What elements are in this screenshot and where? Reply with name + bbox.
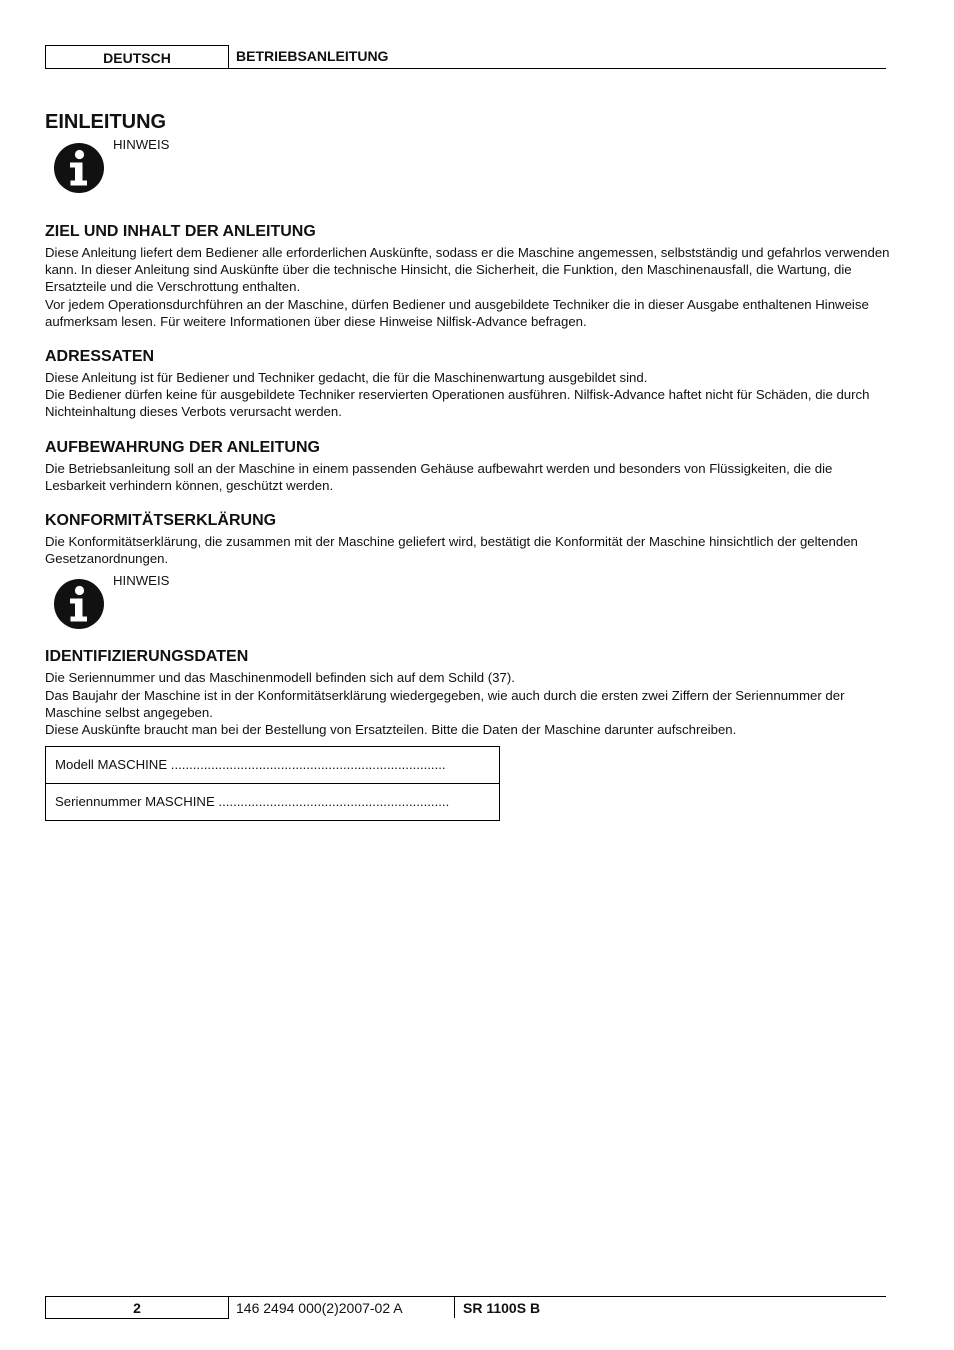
serial-number-row: Seriennummer MASCHINE ............................................................... [46, 783, 499, 820]
page-header [45, 45, 886, 69]
section-identifizierung [45, 646, 890, 738]
page-number: 2 [45, 1297, 229, 1319]
section-paragraph: Diese Anleitung liefert dem Bediener alle erforderlichen Auskünfte, sodass er die Maschine angemessen, selbstständig und gefahrlos verwenden kann. In dieser Anleitung sind Auskünfte über die technische Hinsicht, die Sicherheit, die Funktion, den Maschinenausfall, die Wartung, die Ersatzteile und die Verschrottung enthalten. [45, 245, 890, 295]
section-paragraph: Die Bediener dürfen keine für ausgebildete Techniker reservierten Operationen ausführen. Nilfisk-Advance haftet nicht für Schäden, die durch Nichteinhaltung dieses Verbots verursacht werden. [45, 387, 870, 420]
note-label: HINWEIS [113, 573, 170, 589]
section-paragraph: Die Konformitätserklärung, die zusammen mit der Maschine geliefert wird, bestätigt die Konformität der Maschine hinsichtlich der geltenden Gesetzanordnungen. [45, 534, 858, 567]
section-heading: AUFBEWAHRUNG DER ANLEITUNG [45, 438, 320, 456]
section-heading: IDENTIFIZIERUNGSDATEN [45, 648, 249, 666]
section-adressaten [45, 346, 890, 421]
identification-table [45, 746, 500, 821]
info-icon [53, 578, 105, 630]
page-footer [45, 1296, 886, 1319]
machine-model: SR 1100S B [463, 1300, 541, 1316]
model-row: Modell MASCHINE ........................................................................... [55, 757, 446, 773]
header-language: DEUTSCH [45, 45, 229, 68]
section-paragraph: Das Baujahr der Maschine ist in der Konformitätserklärung wiedergegeben, wie auch durch die ersten zwei Ziffern der Seriennummer der Maschine selbst angegeben. [45, 687, 845, 720]
section-konformitaet [45, 510, 890, 567]
header-manual-type: BETRIEBSANLEITUNG [236, 48, 389, 64]
footer-divider [454, 1297, 455, 1318]
section-paragraph: Diese Auskünfte braucht man bei der Bestellung von Ersatzteilen. Bitte die Daten der Maschine darunter aufschreiben. [45, 722, 737, 738]
section-aufbewahrung [45, 437, 890, 494]
section-paragraph: Die Seriennummer und das Maschinenmodell befinden sich auf dem Schild (37). [45, 670, 515, 686]
section-heading: ZIEL UND INHALT DER ANLEITUNG [45, 223, 316, 240]
info-icon [53, 142, 105, 194]
page-content [45, 108, 890, 821]
note-label: HINWEIS [113, 137, 170, 152]
document-code: 146 2494 000(2)2007-02 A [236, 1300, 403, 1316]
section-paragraph: Die Betriebsanleitung soll an der Maschine in einem passenden Gehäuse aufbewahrt werden und besonders von Flüssigkeiten, die die Lesbarkeit verhindern können, geschützt werden. [45, 460, 833, 493]
section-paragraph: Vor jedem Operationsdurchführen an der Maschine, dürfen Bediener und ausgebildete Techniker die in dieser Ausgabe enthaltenen Hinweise aufmerksam lesen. Für weitere Informationen über diese Hinweise Nilfisk-Advance befragen. [45, 296, 869, 329]
section-ziel [45, 221, 890, 330]
section-heading: ADRESSATEN [45, 348, 155, 366]
section-paragraph: Diese Anleitung ist für Bediener und Techniker gedacht, die für die Maschinenwartung ausgebildet sind. [45, 370, 648, 386]
note-hinweis-2 [45, 572, 890, 630]
page-title: EINLEITUNG [45, 111, 167, 133]
section-heading: KONFORMITÄTSERKLÄRUNG [45, 512, 277, 530]
note-hinweis-1 [45, 136, 890, 194]
